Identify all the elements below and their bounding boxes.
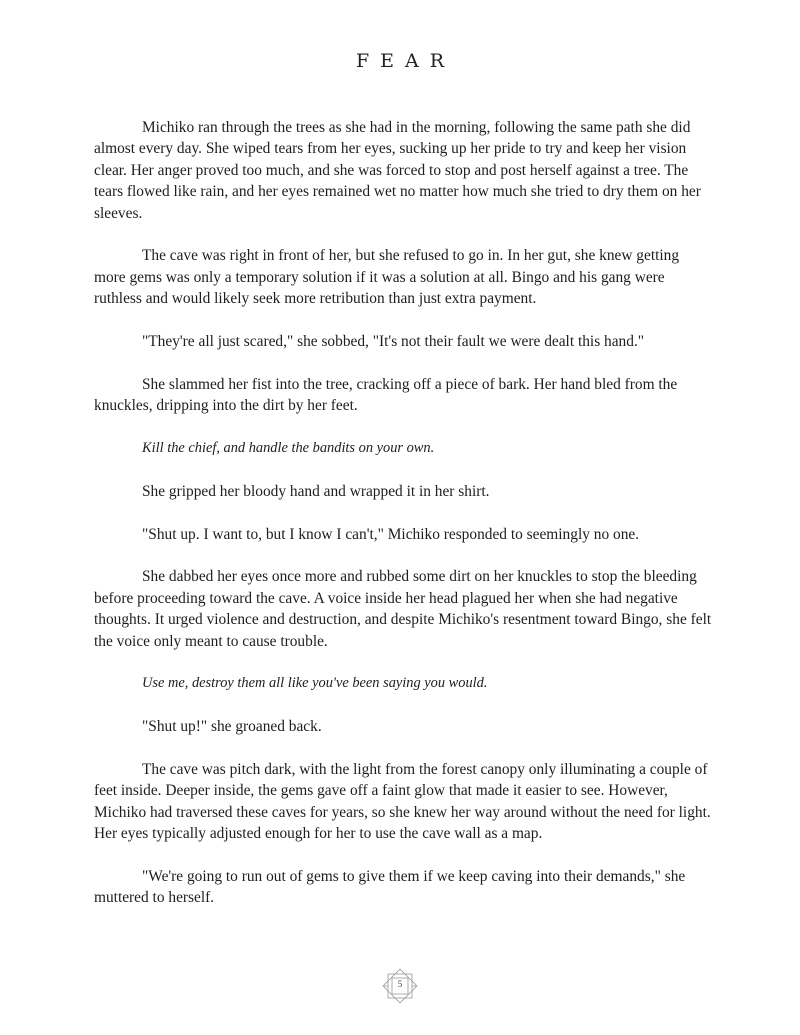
italic-thought: Use me, destroy them all like you've been saying you would.	[142, 675, 488, 692]
paragraph: "Shut up!" she groaned back.	[142, 718, 322, 736]
paragraph: The cave was pitch dark, with the light from the forest canopy only illuminating a couple of feet inside. Deeper inside, the gems gave off a faint glow that made it easier to see. However, Michiko had traversed these caves for years, so she knew her way around without the need for light. Her eyes typically adjusted enough for her to use the cave wall as a map.	[94, 761, 711, 843]
paragraph: She gripped her bloody hand and wrapped it in her shirt.	[142, 482, 490, 500]
page-number-badge	[380, 966, 420, 1006]
body-text	[94, 117, 712, 930]
paragraph: She dabbed her eyes once more and rubbed some dirt on her knuckles to stop the bleeding before proceeding toward the cave. A voice inside her head plagued her when she had negative thoughts. It urged violence and destruction, and despite Michiko's resentment toward Bingo, she felt the voice only meant to cause trouble.	[94, 568, 712, 650]
paragraph: "They're all just scared," she sobbed, "It's not their fault we were dealt this hand."	[142, 333, 645, 351]
page-number: 5	[397, 979, 403, 989]
paragraph: She slammed her fist into the tree, cracking off a piece of bark. Her hand bled from the knuckles, dripping into the dirt by her feet.	[94, 375, 678, 415]
paragraph: "Shut up. I want to, but I know I can't," Michiko responded to seemingly no one.	[142, 525, 640, 543]
paragraph: "We're going to run out of gems to give them if we keep caving into their demands," she muttered to herself.	[94, 868, 686, 907]
page-title: FEAR	[355, 50, 456, 72]
paragraph: Michiko ran through the trees as she had in the morning, following the same path she did almost every day. She wiped tears from her eyes, sucking up her pride to try and keep her vision clear. Her anger proved too much, and she was forced to stop and post herself against a tree. The tears flowed like rain, and her eyes remained wet no matter how much she tried to dry them on her sleeves.	[94, 119, 701, 222]
italic-thought: Kill the chief, and handle the bandits on your own.	[142, 440, 435, 457]
paragraph: The cave was right in front of her, but she refused to go in. In her gut, she knew getting more gems was only a temporary solution if it was a solution at all. Bingo and his gang were ruthless and would likely seek more retribution than just extra payment.	[94, 247, 680, 308]
